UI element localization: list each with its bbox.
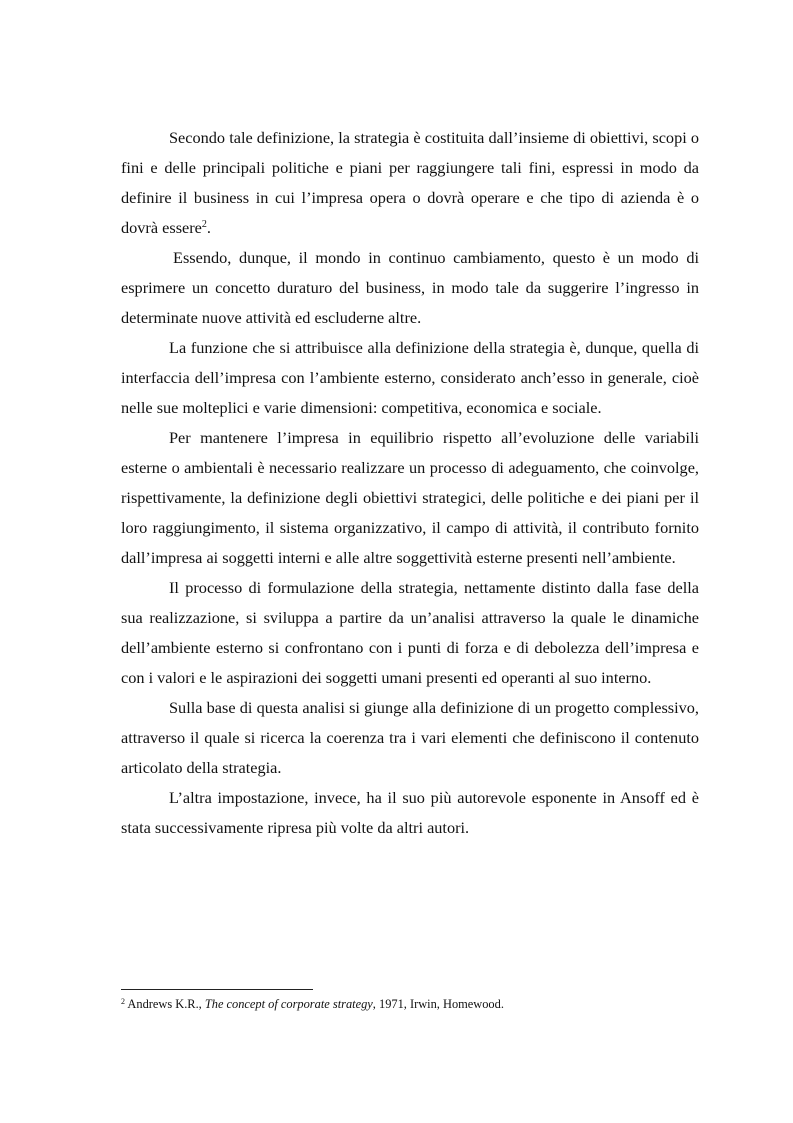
paragraph-1: [121, 123, 699, 243]
paragraph-text: Secondo tale definizione, la strategia è costituita dall’insieme di obiettivi, scopi o fini e delle principali politiche e piani per raggiungere tali fini, espressi in modo da definire il business in cui l’impresa opera o dovrà operare e che tipo di azienda è o dovrà essere: [121, 128, 699, 237]
paragraph-3: La funzione che si attribuisce alla definizione della strategia è, dunque, quella di interfaccia dell’impresa con l’ambiente esterno, considerato anch’esso in generale, cioè nelle sue molteplici e varie dimensioni: competitiva, economica e sociale.: [121, 338, 699, 417]
footnote-title: The concept of corporate strategy: [204, 997, 373, 1011]
paragraph-7: L’altra impostazione, invece, ha il suo più autorevole esponente in Ansoff ed è stata successivamente ripresa più volte da altri autori.: [121, 788, 699, 837]
paragraph-4: Per mantenere l’impresa in equilibrio rispetto all’evoluzione delle variabili esterne o ambientali è necessario realizzare un processo di adeguamento, che coinvolge, rispettivamente, la definizione degli obiettivi strategici, delle politiche e dei piani per il loro raggiungimento, il sistema organizzativo, il campo di attività, il contributo fornito dall’impresa ai soggetti interni e alle altre soggettività esterne presenti nell’ambiente.: [121, 428, 699, 567]
paragraph-6: Sulla base di questa analisi si giunge alla definizione di un progetto complessivo, attraverso il quale si ricerca la coerenza tra i vari elementi che definiscono il contenuto articolato della strategia.: [121, 698, 699, 777]
footnote-details: , 1971, Irwin, Homewood.: [372, 997, 504, 1011]
footnote-number: 2: [121, 997, 125, 1006]
paragraph-5: Il processo di formulazione della strategia, nettamente distinto dalla fase della sua realizzazione, si sviluppa a partire da un’analisi attraverso la quale le dinamiche dell’ambiente esterno si confrontano con i punti di forza e di debolezza dell’impresa e con i valori e le aspirazioni dei soggetti umani presenti ed operanti al suo interno.: [121, 578, 699, 687]
footnote-separator: [121, 989, 313, 990]
footnote-author: Andrews K.R.,: [127, 997, 205, 1011]
body-text: [121, 123, 699, 843]
paragraph-2: Essendo, dunque, il mondo in continuo cambiamento, questo è un modo di esprimere un concetto duraturo del business, in modo tale da suggerire l’ingresso in determinate nuove attività ed escluderne altre.: [121, 248, 699, 327]
paragraph-text-end: .: [206, 218, 211, 237]
footnote: [121, 996, 699, 1012]
footnote-reference: 2: [201, 219, 207, 230]
